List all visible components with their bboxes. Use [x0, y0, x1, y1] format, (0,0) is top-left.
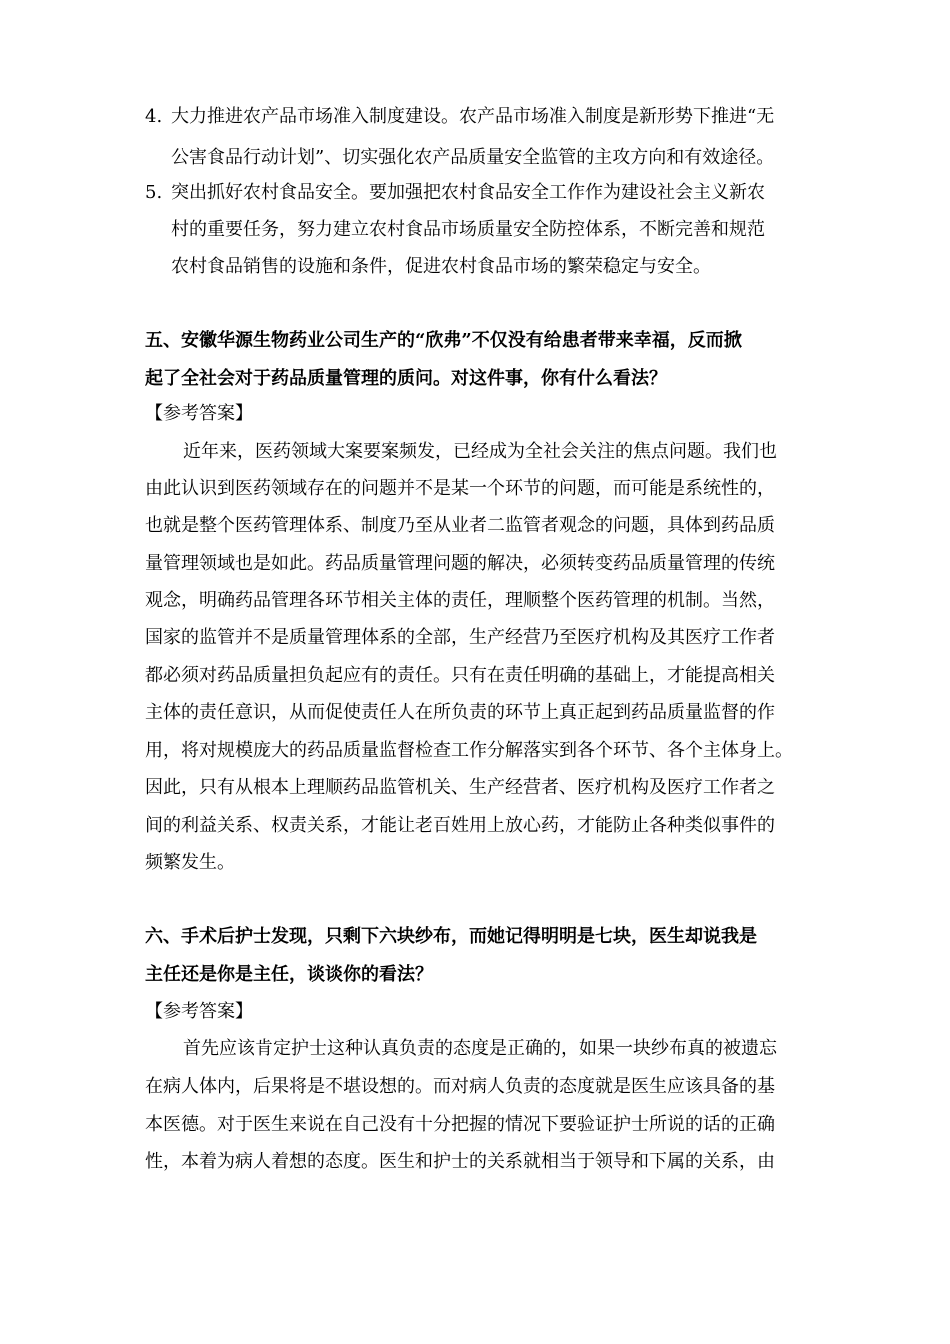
list-item-text-line: 大力推进农产品市场准入制度建设。农产品市场准入制度是新形势下推进“无 [171, 106, 775, 127]
answer-text-line: 量管理领域也是如此。药品质量管理问题的解决，必须转变药品质量管理的传统 [145, 553, 775, 574]
list-item-text-line: 村的重要任务，努力建立农村食品市场质量安全防控体系，不断完善和规范 [171, 219, 765, 240]
list-item-text-line: 突出抓好农村食品安全。要加强把农村食品安全工作作为建设社会主义新农 [171, 182, 765, 203]
list-item-number: 4. [145, 106, 163, 127]
answer-text-line: 观念，明确药品管理各环节相关主体的责任，理顺整个医药管理的机制。当然， [145, 590, 775, 611]
list-item-text-line: 公害食品行动计划”、切实强化农产品质量安全监管的主攻方向和有效途径。 [171, 147, 775, 168]
answer-text-line: 都必须对药品质量担负起应有的责任。只有在责任明确的基础上，才能提高相关 [145, 665, 775, 686]
question-heading-line: 五、安徽华源生物药业公司生产的“欣弗”不仅没有给患者带来幸福，反而掀 [145, 330, 742, 351]
answer-text-line: 主体的责任意识，从而促使责任人在所负责的环节上真正起到药品质量监督的作 [145, 702, 775, 723]
question-heading-line: 起了全社会对于药品质量管理的质问。对这件事，你有什么看法？ [145, 368, 667, 389]
answer-text-line: 间的利益关系、权责关系，才能让老百姓用上放心药，才能防止各种类似事件的 [145, 815, 775, 836]
answer-label: 【参考答案】 [145, 403, 253, 424]
answer-text-line: 也就是整个医药管理体系、制度乃至从业者二监管者观念的问题，具体到药品质 [145, 515, 775, 536]
answer-text-line: 因此，只有从根本上理顺药品监管机关、生产经营者、医疗机构及医疗工作者之 [145, 777, 775, 798]
list-item-text-line: 农村食品销售的设施和条件，促进农村食品市场的繁荣稳定与安全。 [171, 256, 711, 277]
answer-text-line: 国家的监管并不是质量管理体系的全部，生产经营乃至医疗机构及其医疗工作者 [145, 627, 775, 648]
question-heading-line: 主任还是你是主任，谈谈你的看法？ [145, 964, 433, 985]
answer-text-line: 频繁发生。 [145, 852, 235, 873]
answer-text-line: 近年来，医药领域大案要案频发，已经成为全社会关注的焦点问题。我们也 [183, 441, 777, 462]
answer-label: 【参考答案】 [145, 1001, 253, 1022]
answer-text-line: 在病人体内，后果将是不堪设想的。而对病人负责的态度就是医生应该具备的基 [145, 1076, 775, 1097]
answer-text-line: 用，将对规模庞大的药品质量监督检查工作分解落实到各个环节、各个主体身上。 [145, 740, 793, 761]
question-heading-line: 六、手术后护士发现，只剩下六块纱布，而她记得明明是七块，医生却说我是 [145, 926, 757, 947]
list-item-number: 5. [145, 182, 163, 203]
answer-text-line: 由此认识到医药领域存在的问题并不是某一个环节的问题，而可能是系统性的， [145, 478, 775, 499]
answer-text-line: 本医德。对于医生来说在自己没有十分把握的情况下要验证护士所说的话的正确 [145, 1114, 775, 1135]
answer-text-line: 首先应该肯定护士这种认真负责的态度是正确的，如果一块纱布真的被遗忘 [183, 1038, 777, 1059]
answer-text-line: 性，本着为病人着想的态度。医生和护士的关系就相当于领导和下属的关系，由 [145, 1151, 775, 1172]
